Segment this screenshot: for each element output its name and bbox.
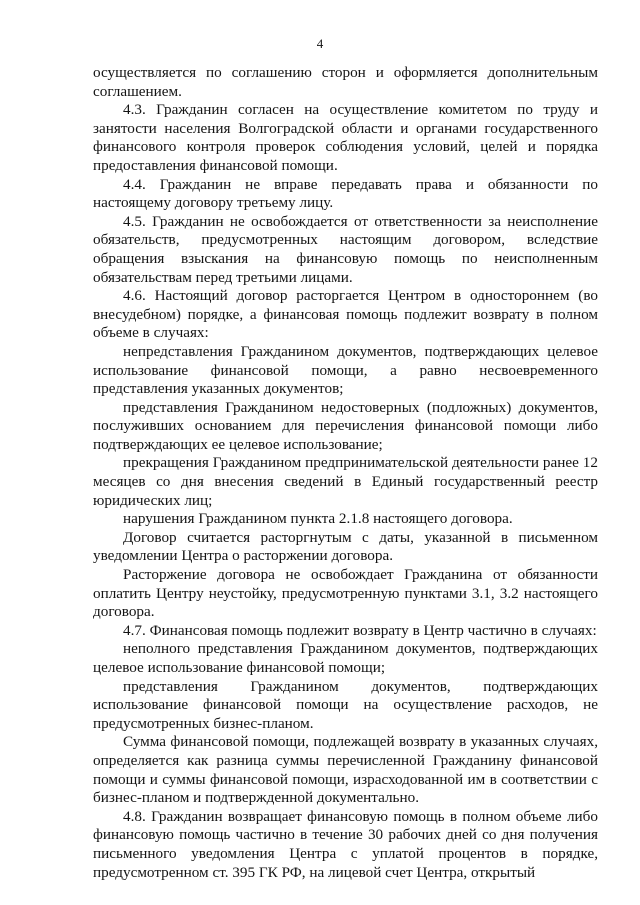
paragraph: 4.4. Гражданин не вправе передавать права и обязанности по настоящему договору третьему лицу.	[93, 175, 598, 212]
paragraph: прекращения Гражданином предпринимательской деятельности ранее 12 месяцев со дня внесения сведений в Единый государственный реестр юридических лиц;	[93, 454, 598, 509]
page-number: 4	[316, 36, 324, 51]
paragraph: представления Гражданином документов, подтверждающих использование финансовой помощи на осуществление расходов, не предусмотренных бизнес-планом.	[93, 677, 598, 732]
paragraph: 4.5. Гражданин не освобождается от ответственности за неисполнение обязательств, предусмотренных настоящим договором, вследствие обращения взыскания на финансовую помощь по неисполненным обязательствам перед третьими лицами.	[93, 212, 598, 286]
paragraph: непредставления Гражданином документов, подтверждающих целевое использование финансовой помощи, а равно несвоевременного представления указанных документов;	[93, 342, 598, 398]
paragraph: неполного представления Гражданином документов, подтверждающих целевое использование финансовой помощи;	[93, 640, 598, 676]
paragraph: 4.6. Настоящий договор расторгается Центром в одностороннем (во внесудебном) порядке, а финансовая помощь подлежит возврату в полном объеме в случаях:	[93, 287, 598, 342]
paragraph: Сумма финансовой помощи, подлежащей возврату в указанных случаях, определяется как разница суммы перечисленной Гражданину финансовой помощи и суммы финансовой помощи, израсходованной им в соответствии с бизнес-планом и подтвержденной документально.	[93, 733, 598, 807]
document-body	[93, 64, 598, 882]
paragraph: 4.3. Гражданин согласен на осуществление комитетом по труду и занятости населения Волгоградской области и органами государственного финансового контроля проверок соблюдения условий, целей и порядка предоставления финансовой помощи.	[93, 101, 598, 174]
paragraph: осуществляется по соглашению сторон и оформляется дополнительным соглашением.	[93, 64, 598, 100]
paragraph: представления Гражданином недостоверных (подложных) документов, послуживших основанием для перечисления финансовой помощи либо подтверждающих ее целевое использование;	[93, 398, 598, 453]
paragraph: 4.7. Финансовая помощь подлежит возврату в Центр частично в случаях:	[123, 621, 597, 639]
paragraph: Расторжение договора не освобождает Гражданина от обязанности оплатить Центру неустойку, предусмотренную пунктами 3.1, 3.2 настоящего договора.	[93, 566, 598, 621]
paragraph: нарушения Гражданином пункта 2.1.8 настоящего договора.	[123, 510, 513, 528]
paragraph: Договор считается расторгнутым с даты, указанной в письменном уведомлении Центра о расторжении договора.	[93, 528, 598, 565]
paragraph: 4.8. Гражданин возвращает финансовую помощь в полном объеме либо финансовую помощь частично в течение 30 рабочих дней со дня получения письменного уведомления Центра с уплатой процентов в порядке, предусмотренном ст. 395 ГК РФ, на лицевой счет Центра, открытый	[93, 807, 598, 881]
